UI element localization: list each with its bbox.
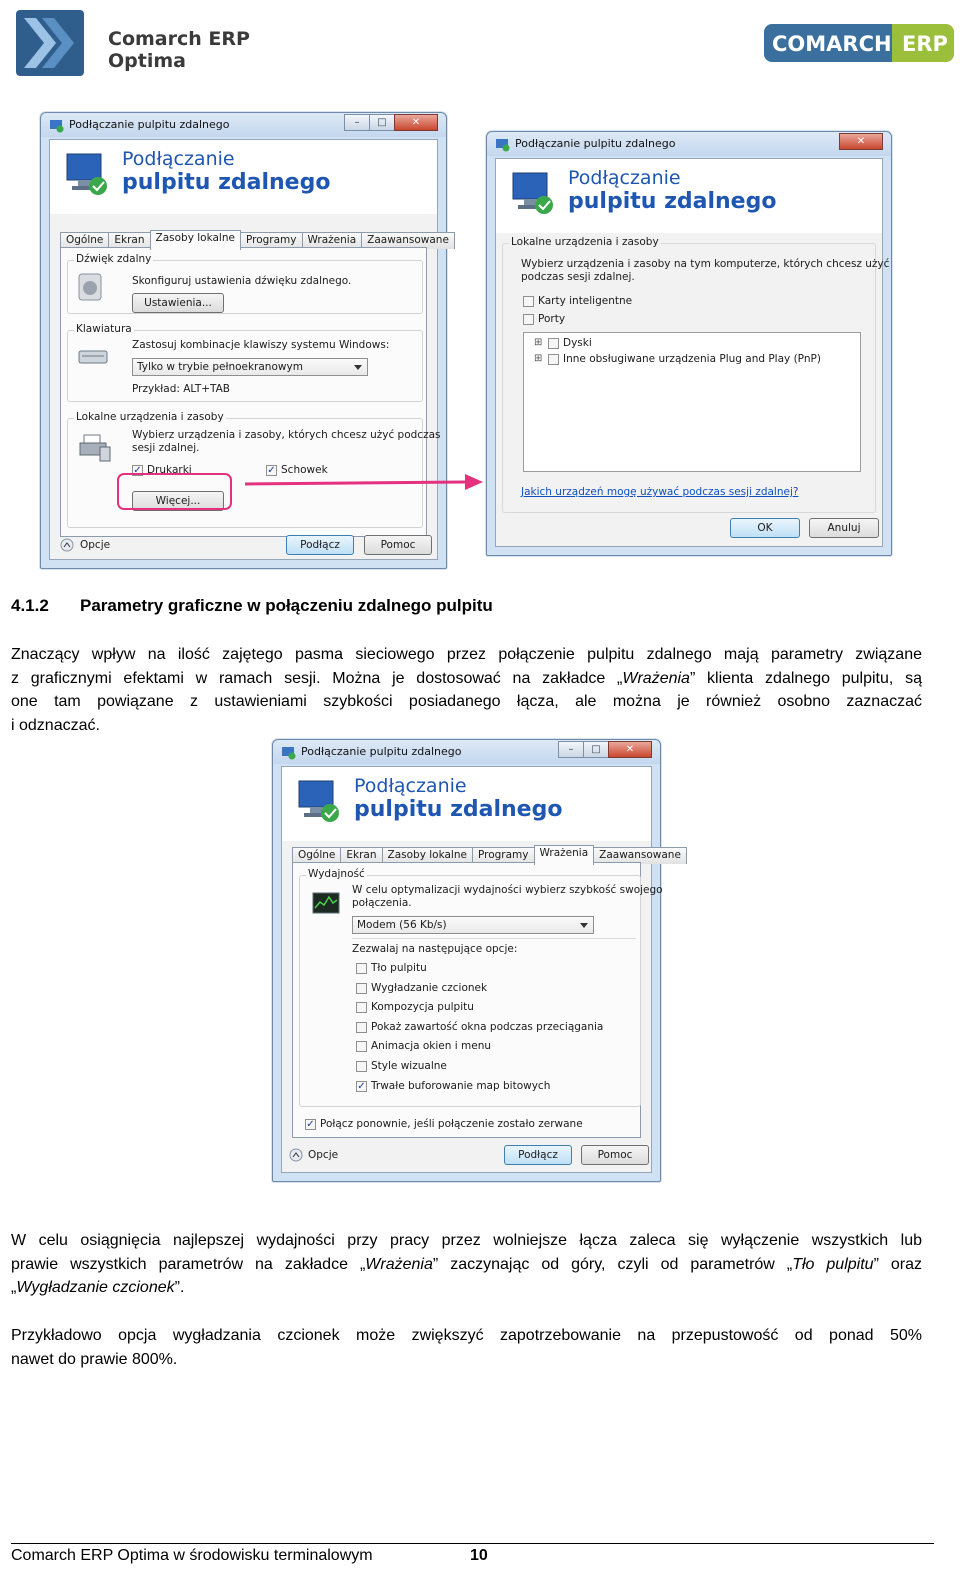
keyboard-combo[interactable] [132,358,368,376]
keyboard-example: Przykład: ALT+TAB [132,383,231,395]
window-title: Podłączanie pulpitu zdalnego [301,745,462,758]
remote-audio-label: Dźwięk zdalny [76,253,152,265]
experience-option-label: Pokaż zawartość okna podczas przeciągania [371,1020,604,1033]
banner-line2: pulpitu zdalnego [122,170,331,195]
pnp-label: Inne obsługiwane urządzenia Plug and Play (PnP) [563,353,821,365]
experience-option-checkbox[interactable] [356,1022,367,1033]
expand-plus-icon[interactable]: ⊞ [534,353,543,364]
remote-audio-text: Skonfiguruj ustawienia dźwięku zdalnego. [132,275,352,287]
device-tree[interactable] [523,332,861,472]
performance-monitor-icon [312,892,340,916]
chevron-up-icon[interactable] [60,538,74,552]
footer-divider [11,1543,934,1544]
paragraph-2 [11,1229,922,1300]
allow-options-label: Zezwalaj na następujące opcje: [352,943,518,955]
keyboard-label: Klawiatura [76,323,132,335]
window-title: Podłączanie pulpitu zdalnego [69,118,230,131]
chevron-down-icon [580,923,588,928]
smartcards-label: Karty inteligentne [538,295,633,307]
local-resources-label: Lokalne urządzenia i zasoby [76,411,224,423]
close-icon[interactable]: ✕ [608,741,652,758]
tab-display[interactable]: Ekran [108,232,150,249]
experience-option-label: Wygładzanie czcionek [371,981,488,994]
monitor-connect-icon [510,169,560,217]
remote-desktop-window-local-resources [40,112,447,569]
reconnect-checkbox[interactable]: ✓ [306,1119,315,1130]
options-label[interactable]: Opcje [80,539,111,551]
printers-checkbox[interactable]: ✓ [133,465,142,476]
reconnect-label: Połącz ponownie, jeśli połączenie zostało zerwane [320,1118,583,1130]
maximize-icon[interactable]: □ [583,741,609,758]
connection-speed-value: Modem (56 Kb/s) [357,919,447,931]
printer-icon [78,433,112,463]
tab-strip [292,845,686,863]
more-button[interactable]: Więcej... [132,491,224,511]
tab-general[interactable]: Ogólne [60,232,109,249]
section-heading [11,596,493,616]
para3-line2: nawet do prawie 800%. [11,1350,178,1368]
drives-checkbox[interactable] [548,338,559,349]
banner-line1: Podłączanie [568,167,681,189]
remote-desktop-window-local-devices [486,131,892,556]
keyboard-group [67,323,423,402]
page-number: 10 [470,1547,488,1564]
paragraph-3 [11,1324,922,1371]
tab-advanced[interactable]: Zaawansowane [593,847,687,864]
monitor-connect-icon [64,150,114,198]
drives-label: Dyski [563,337,592,349]
clipboard-checkbox[interactable]: ✓ [267,465,276,476]
remote-desktop-icon [49,118,64,133]
tab-programs[interactable]: Programy [240,232,303,249]
para1-line3: one tam powiązane z ustawieniami szybkości posiadanego łącza, ale można je również osobno zaznaczać [11,693,922,711]
optima-logo-icon [14,8,86,78]
experience-option-checkbox[interactable]: ✓ [357,1080,366,1092]
svg-text:ERP: ERP [902,32,948,56]
experience-option-checkbox[interactable] [356,983,367,994]
options-label[interactable]: Opcje [308,1149,339,1161]
minimize-icon[interactable]: – [344,114,370,131]
pnp-checkbox[interactable] [548,354,559,365]
dialog-banner [496,159,882,233]
expand-plus-icon[interactable]: ⊞ [534,337,543,348]
speaker-icon [76,271,106,301]
para2-line2: prawie wszystkich parametrów na zakładce „Wrażenia” zaczynając od góry, czyli od parametrów „Tło pulpitu” oraz [11,1255,923,1273]
printers-label: Drukarki [147,464,192,476]
svg-text:COMARCH: COMARCH [772,32,892,56]
tab-general[interactable]: Ogólne [292,847,341,864]
ports-label: Porty [538,313,566,325]
footer-title: Comarch ERP Optima w środowisku terminalowym [11,1547,373,1564]
performance-text-1: W celu optymalizacji wydajności wybierz szybkość swojego [352,884,663,896]
experience-option-label: Style wizualne [371,1060,447,1072]
experience-option-label: Trwałe buforowanie map bitowych [371,1079,551,1092]
minimize-icon[interactable]: – [558,741,584,758]
paragraph-1 [11,643,922,737]
maximize-icon[interactable]: □ [369,114,395,131]
tab-strip [60,230,454,248]
connection-speed-combo[interactable] [352,916,594,934]
local-devices-text-2: podczas sesji zdalnej. [521,271,635,283]
window-titlebar [487,132,891,156]
experience-option-checkbox[interactable] [356,1061,367,1072]
devices-help-link[interactable]: Jakich urządzeń mogę używać podczas sesji zdalnej? [521,486,799,498]
experience-option-checkbox[interactable] [356,1002,367,1013]
comarch-erp-optima-logo [14,8,254,80]
connect-button[interactable]: Podłącz [286,535,354,555]
comarch-erp-logo [764,24,954,62]
tab-experience[interactable]: Wrażenia [302,232,363,249]
chevron-down-icon [354,365,362,370]
tab-advanced[interactable]: Zaawansowane [361,232,455,249]
experience-option-checkbox[interactable] [356,1041,367,1052]
arrow-right-icon [245,470,485,494]
audio-settings-button[interactable]: Ustawienia... [132,293,224,313]
performance-group [299,868,663,1107]
remote-desktop-icon [495,137,510,152]
local-devices-label: Lokalne urządzenia i zasoby [511,236,659,248]
ports-checkbox[interactable] [523,314,534,325]
tab-panel [292,862,663,1138]
section-number: 4.1.2 [11,596,49,615]
tab-programs[interactable]: Programy [472,847,535,864]
performance-text-2: połączenia. [352,897,412,909]
help-button[interactable]: Pomoc [364,535,432,555]
para1-line4: i odznaczać. [11,716,100,734]
help-button[interactable]: Pomoc [581,1145,649,1165]
banner-line2: pulpitu zdalnego [354,797,563,822]
remote-audio-group [67,253,423,314]
tab-local-resources[interactable]: Zasoby lokalne [150,230,241,250]
tab-experience[interactable]: Wrażenia [534,845,595,865]
smartcards-checkbox[interactable] [523,296,534,307]
experience-option-label: Tło pulpitu [371,962,427,974]
connect-button[interactable]: Podłącz [504,1145,572,1165]
logo-line1: Comarch ERP [108,28,250,50]
highlight-more-button [117,473,232,510]
experience-option-label: Kompozycja pulpitu [371,1001,474,1014]
banner-line1: Podłączanie [354,775,467,797]
para3-line1: Przykładowo opcja wygładzania czcionek może zwiększyć zapotrzebowanie na przepustowość od ponad 50% [11,1327,922,1344]
clipboard-label: Schowek [281,464,328,476]
keyboard-combo-value: Tylko w trybie pełnoekranowym [137,361,303,373]
window-title: Podłączanie pulpitu zdalnego [515,137,676,150]
banner-line1: Podłączanie [122,148,235,170]
experience-option-label: Animacja okien i menu [371,1040,492,1053]
close-icon[interactable]: ✕ [394,114,438,131]
logo-line2: Optima [108,50,186,72]
keyboard-icon [78,347,108,367]
remote-desktop-icon [281,745,296,760]
keyboard-text: Zastosuj kombinacje klawiszy systemu Windows: [132,339,390,351]
divider [352,938,636,939]
tab-local-resources[interactable]: Zasoby lokalne [382,847,473,864]
window-titlebar [273,740,660,764]
para2-line3: „Wygładzanie czcionek”. [11,1279,185,1297]
chevron-up-icon[interactable] [289,1148,303,1162]
remote-desktop-window-experience [272,739,681,1182]
local-resources-text-2: sesji zdalnej. [132,442,200,454]
para1-line2: z graficznymi efektami w ramach sesji. Można je dostosować na zakładce „Wrażenia” klienta zdalnego pulpitu, są [11,669,923,687]
dialog-banner [282,767,651,841]
window-titlebar [41,113,446,137]
dialog-banner [50,140,437,214]
ok-button[interactable]: OK [730,518,800,538]
experience-option-checkbox[interactable] [356,963,367,974]
para2-line1: W celu osiągnięcia najlepszej wydajności przy pracy przez wolniejsze łącza zaleca się wyłączenie wszystkich lub [11,1232,922,1249]
local-resources-text-1: Wybierz urządzenia i zasoby, których chcesz użyć podczas [132,429,441,441]
para1-line1: Znaczący wpływ na ilość zajętego pasma sieciowego przez połączenie pulpitu zdalnego mają parametry związane [11,646,922,663]
cancel-button[interactable]: Anuluj [809,518,879,538]
monitor-connect-icon [296,777,346,825]
tab-display[interactable]: Ekran [340,847,382,864]
local-devices-text-1: Wybierz urządzenia i zasoby na tym komputerze, których chcesz użyć [521,258,890,270]
banner-line2: pulpitu zdalnego [568,189,777,214]
section-title: Parametry graficzne w połączeniu zdalnego pulpitu [80,596,493,615]
local-devices-group [502,236,890,513]
performance-label: Wydajność [308,868,365,880]
close-icon[interactable]: ✕ [839,133,883,150]
